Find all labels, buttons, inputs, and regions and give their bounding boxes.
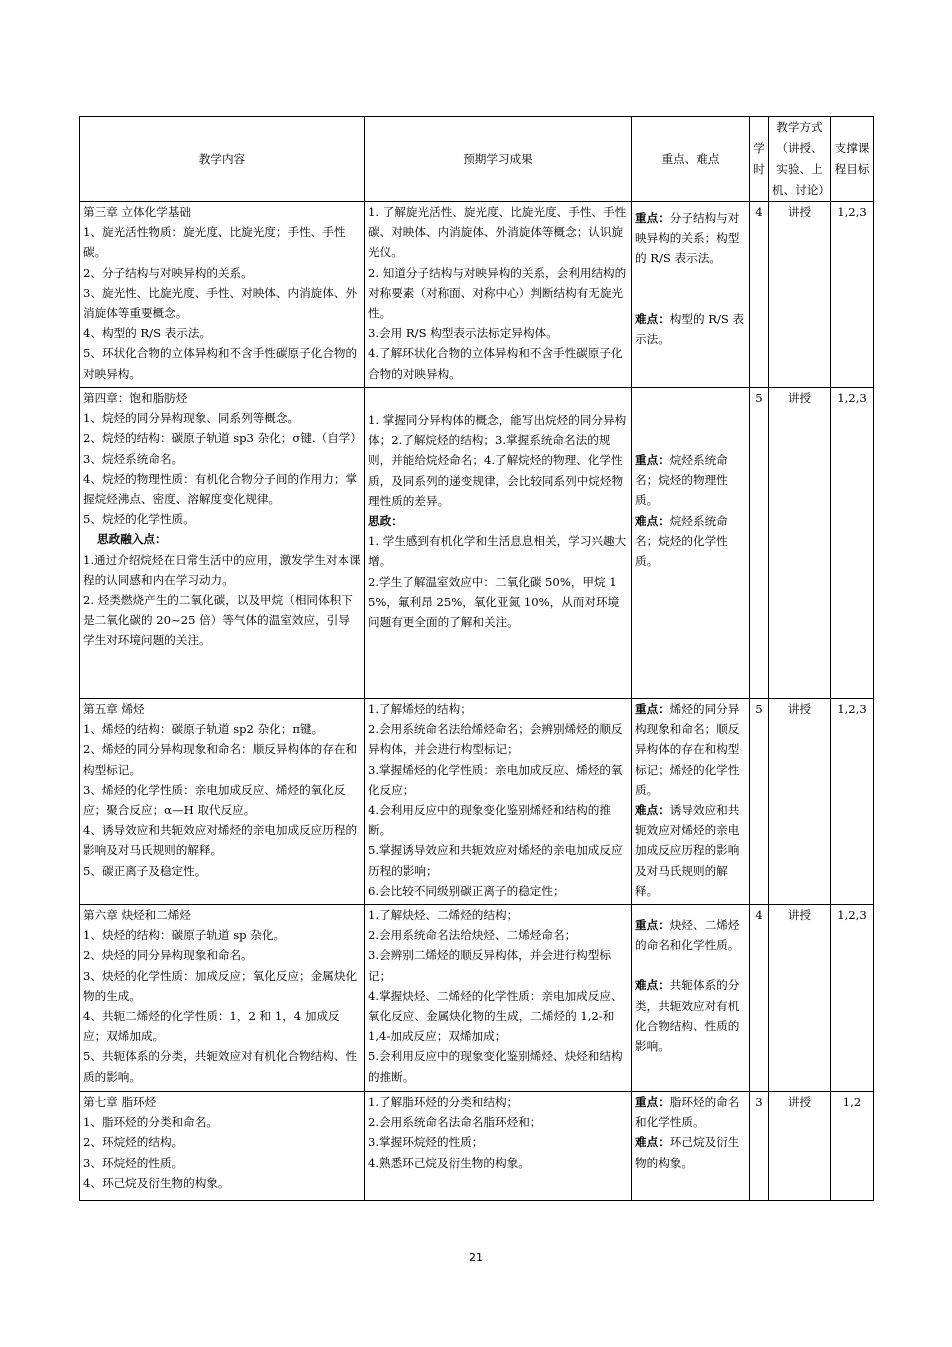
outcome-item: 2.会用系统命名法命名脂环烃和； — [368, 1115, 542, 1130]
goals-cell: 1,2,3 — [831, 905, 874, 1092]
keypoints-cell — [632, 905, 750, 1092]
difficulty-point — [635, 511, 746, 572]
difficulty-text: 诱导效应和共轭效应对烯烃的亲电加成反应历程的影响及对马氏规则的解释。 — [635, 803, 740, 898]
outcomes-cell — [365, 202, 632, 388]
difficulty-text: 构型的 R/S 表示法。 — [635, 311, 745, 346]
key-text: 烯烃的同分异构现象和命名；顺反异构体的存在和构型标记；烯烃的化学性质。 — [635, 702, 740, 797]
chapter-item: 4、环己烷及衍生物的构象。 — [83, 1175, 230, 1190]
header-keypoints: 重点、难点 — [632, 117, 750, 202]
header-goals: 支撑课程目标 — [831, 117, 874, 202]
difficulty-point — [635, 1132, 746, 1172]
key-text: 分子结构与对映异构的关系；构型的 R/S 表示法。 — [635, 211, 740, 266]
outcomes-cell — [365, 388, 632, 699]
chapter-item: 1、炔烃的结构：碳原子轨道 sp 杂化。 — [83, 928, 286, 943]
hours-cell: 5 — [750, 388, 769, 699]
difficulty-point — [635, 800, 746, 901]
outcome-item: 4.会利用反应中的现象变化鉴别烯烃和结构的推断。 — [368, 803, 611, 838]
chapter-content-cell — [80, 699, 365, 905]
chapter-item: 3、烯烃的化学性质：亲电加成反应、烯烃的氧化反应；聚合反应；α—H 取代反应。 — [83, 782, 346, 818]
outcome-item: 4.了解环状化合物的立体异构和不含手性碳原子化合物的对映异构。 — [368, 346, 623, 381]
chapter-content-cell — [80, 388, 365, 699]
chapter-item: 3、炔烃的化学性质：加成反应；氧化反应；金属炔化物的生成。 — [83, 968, 358, 1003]
goals-cell: 1,2 — [831, 1092, 874, 1201]
goals-cell: 1,2,3 — [831, 699, 874, 905]
hours-cell: 4 — [750, 202, 769, 388]
difficulty-text: 烷烃系统命名；烷烃的化学性质。 — [635, 513, 728, 569]
header-content: 教学内容 — [80, 117, 365, 202]
chapter-content-cell — [80, 1092, 365, 1201]
key-label: 重点： — [635, 211, 670, 225]
method-cell: 讲授 — [769, 388, 831, 699]
chapter-title: 第四章：饱和脂肪烃 — [83, 391, 188, 405]
difficulty-label: 难点： — [635, 978, 670, 993]
chapter-item: 3、旋光性、比旋光度、手性、对映体、内消旋体、外消旋体等重要概念。 — [83, 285, 358, 321]
outcome-item: 1. 了解旋光活性、旋光度、比旋光度、手性、手性碳、对映体、内消旋体、外消旋体等概念；认识旋光仪。 — [368, 205, 627, 260]
keypoints-cell — [632, 1092, 750, 1201]
outcomes-cell — [365, 905, 632, 1092]
ideology-item: 1.通过介绍烷烃在日常生活中的应用，激发学生对本课程的认同感和内在学习动力。 — [83, 552, 361, 587]
difficulty-label: 难点： — [635, 513, 670, 528]
key-point — [635, 450, 746, 511]
header-hours: 学时 — [750, 117, 769, 202]
key-label: 重点： — [635, 453, 670, 467]
key-label: 重点： — [635, 1095, 670, 1109]
table-row — [80, 1092, 874, 1201]
goals-cell: 1,2,3 — [831, 202, 874, 388]
difficulty-label: 难点： — [635, 311, 670, 326]
ideology-label: 思政融入点： — [97, 532, 167, 547]
hours-cell: 5 — [750, 699, 769, 905]
ideology-item: 2. 烃类燃烧产生的二氧化碳，以及甲烷（相同体积下是二氧化碳的 20~25 倍）等气体的温室效应，引导学生对环境问题的关注。 — [83, 593, 353, 648]
chapter-item: 2、分子结构与对映异构的关系。 — [83, 265, 253, 280]
chapter-item: 4、烷烃的物理性质：有机化合物分子间的作用力；掌握烷烃沸点、密度、溶解度变化规律。 — [83, 471, 358, 507]
chapter-item: 1、旋光活性物质：旋光度、比旋光度；手性、手性碳。 — [83, 225, 346, 260]
header-outcomes: 预期学习成果 — [365, 117, 632, 202]
chapter-title: 第六章 炔烃和二烯烃 — [83, 908, 192, 922]
outcome-item: 5.掌握诱导效应和共轭效应对烯烃的亲电加成反应历程的影响； — [368, 843, 623, 878]
method-cell: 讲授 — [769, 202, 831, 388]
outcome-item: 1.了解烯烃的结构； — [368, 702, 472, 716]
outcome-item: 3.会辨别二烯烃的顺反异构体，并会进行构型标记； — [368, 948, 611, 983]
table-row — [80, 388, 874, 699]
chapter-item: 5、环状化合物的立体异构和不含手性碳原子化合物的对映异构。 — [83, 346, 358, 381]
chapter-item: 1、烷烃的同分异构现象、同系列等概念。 — [83, 411, 300, 426]
difficulty-label: 难点： — [635, 803, 670, 818]
table-row — [80, 699, 874, 905]
table-row — [80, 202, 874, 388]
outcome-item: 3.会用 R/S 构型表示法标定异构体。 — [368, 326, 558, 341]
outcome-ideology-item: 2.学生了解温室效应中：二氧化碳 50%，甲烷 15%，氟利昂 25%，氧化亚氮 10%，从而对环境问题有更全面的了解和关注。 — [368, 574, 620, 630]
difficulty-text: 共轭体系的分类，共轭效应对有机化合物结构、性质的影响。 — [635, 978, 740, 1054]
syllabus-table — [79, 116, 874, 1201]
outcome-item: 2.会用系统命名法给炔烃、二烯烃命名； — [368, 928, 577, 943]
chapter-title: 第五章 烯烃 — [83, 702, 145, 716]
outcome-item: 1.了解脂环烃的分类和结构； — [368, 1095, 519, 1109]
key-text: 脂环烃的命名和化学性质。 — [635, 1095, 740, 1130]
chapter-item: 2、烯烃的同分异构现象和命名：顺反异构体的存在和构型标记。 — [83, 742, 358, 777]
outcome-item: 4.掌握炔烃、二烯烃的化学性质：亲电加成反应、氧化反应、金属炔化物的生成，二烯烃的 1,2-和 1,4-加成反应；双烯加成； — [368, 988, 623, 1044]
chapter-item: 2、环烷烃的结构。 — [83, 1135, 184, 1150]
key-point — [635, 1092, 746, 1132]
outcome-item: 1. 掌握同分异构体的概念，能写出烷烃的同分异构体；2.了解烷烃的结构；3.掌握系统命名法的规则，并能给烷烃命名；4.了解烷烃的物理、化学性质，及同系列的递变规律，会比较同系列中烷烃物理性质的差异。 — [368, 413, 627, 508]
header-row — [80, 117, 874, 202]
method-cell: 讲授 — [769, 905, 831, 1092]
chapter-item: 2、烷烃的结构：碳原子轨道 sp3 杂化；σ键.（自学） — [83, 431, 362, 446]
keypoints-cell — [632, 202, 750, 388]
chapter-title: 第三章 立体化学基础 — [83, 205, 192, 219]
outcome-item: 5.会利用反应中的现象变化鉴别烯烃、炔烃和结构的推断。 — [368, 1049, 623, 1084]
chapter-item: 5、烷烃的化学性质。 — [83, 512, 195, 527]
key-point — [635, 208, 746, 269]
chapter-content-cell — [80, 905, 365, 1092]
goals-cell: 1,2,3 — [831, 388, 874, 699]
chapter-item: 5、共轭体系的分类，共轭效应对有机化合物结构、性质的影响。 — [83, 1049, 358, 1084]
chapter-item: 3、环烷烃的性质。 — [83, 1155, 184, 1170]
table-row — [80, 905, 874, 1092]
key-label: 重点： — [635, 918, 670, 932]
outcomes-cell — [365, 699, 632, 905]
outcome-item: 3.掌握烯烃的化学性质：亲电加成反应、烯烃的氧化反应； — [368, 762, 623, 797]
keypoints-cell — [632, 388, 750, 699]
chapter-item: 1、烯烃的结构：碳原子轨道 sp2 杂化；π键。 — [83, 722, 324, 737]
outcome-item: 6.会比较不同级别碳正离子的稳定性； — [368, 883, 565, 898]
chapter-item: 3、烷烃系统命名。 — [83, 451, 184, 466]
chapter-item: 4、诱导效应和共轭效应对烯烃的亲电加成反应历程的影响及对马氏规则的解释。 — [83, 823, 358, 858]
chapter-title: 第七章 脂环烃 — [83, 1095, 157, 1109]
outcome-ideology-label: 思政： — [368, 514, 403, 529]
difficulty-label: 难点： — [635, 1135, 670, 1150]
outcome-item: 2.会用系统命名法给烯烃命名；会辨别烯烃的顺反异构体，并会进行构型标记； — [368, 722, 623, 757]
chapter-item: 1、脂环烃的分类和命名。 — [83, 1115, 218, 1130]
chapter-item: 5、碳正离子及稳定性。 — [83, 863, 207, 878]
key-text: 烷烃系统命名；烷烃的物理性质。 — [635, 453, 728, 508]
outcome-item: 3.掌握环烷烃的性质； — [368, 1135, 484, 1150]
outcome-item: 1.了解炔烃、二烯烃的结构； — [368, 908, 519, 922]
outcome-item: 2. 知道分子结构与对映异构的关系，会利用结构的对称要素（对称面、对称中心）判断结构有无旋光性。 — [368, 265, 627, 321]
difficulty-point — [635, 975, 746, 1056]
chapter-content-cell — [80, 202, 365, 388]
outcome-ideology-item: 1. 学生感到有机化学和生活息息相关，学习兴趣大增。 — [368, 534, 627, 569]
chapter-item: 2、炔烃的同分异构现象和命名。 — [83, 948, 253, 963]
key-label: 重点： — [635, 702, 670, 716]
key-point — [635, 699, 746, 800]
page-number: 21 — [469, 1251, 483, 1264]
method-cell: 讲授 — [769, 1092, 831, 1201]
chapter-item: 4、构型的 R/S 表示法。 — [83, 326, 212, 341]
hours-cell: 4 — [750, 905, 769, 1092]
difficulty-point — [635, 309, 746, 349]
outcome-item: 4.熟悉环己烷及衍生物的构象。 — [368, 1155, 530, 1170]
hours-cell: 3 — [750, 1092, 769, 1201]
keypoints-cell — [632, 699, 750, 905]
key-point — [635, 915, 746, 955]
chapter-item: 4、共轭二烯烃的化学性质：1，2 和 1，4 加成反应；双烯加成。 — [83, 1009, 340, 1044]
outcomes-cell — [365, 1092, 632, 1201]
key-text: 炔烃、二烯烃的命名和化学性质。 — [635, 918, 740, 953]
header-method: 教学方式（讲授、实验、上机、讨论） — [769, 117, 831, 202]
method-cell: 讲授 — [769, 699, 831, 905]
difficulty-text: 环己烷及衍生物的构象。 — [635, 1135, 740, 1170]
